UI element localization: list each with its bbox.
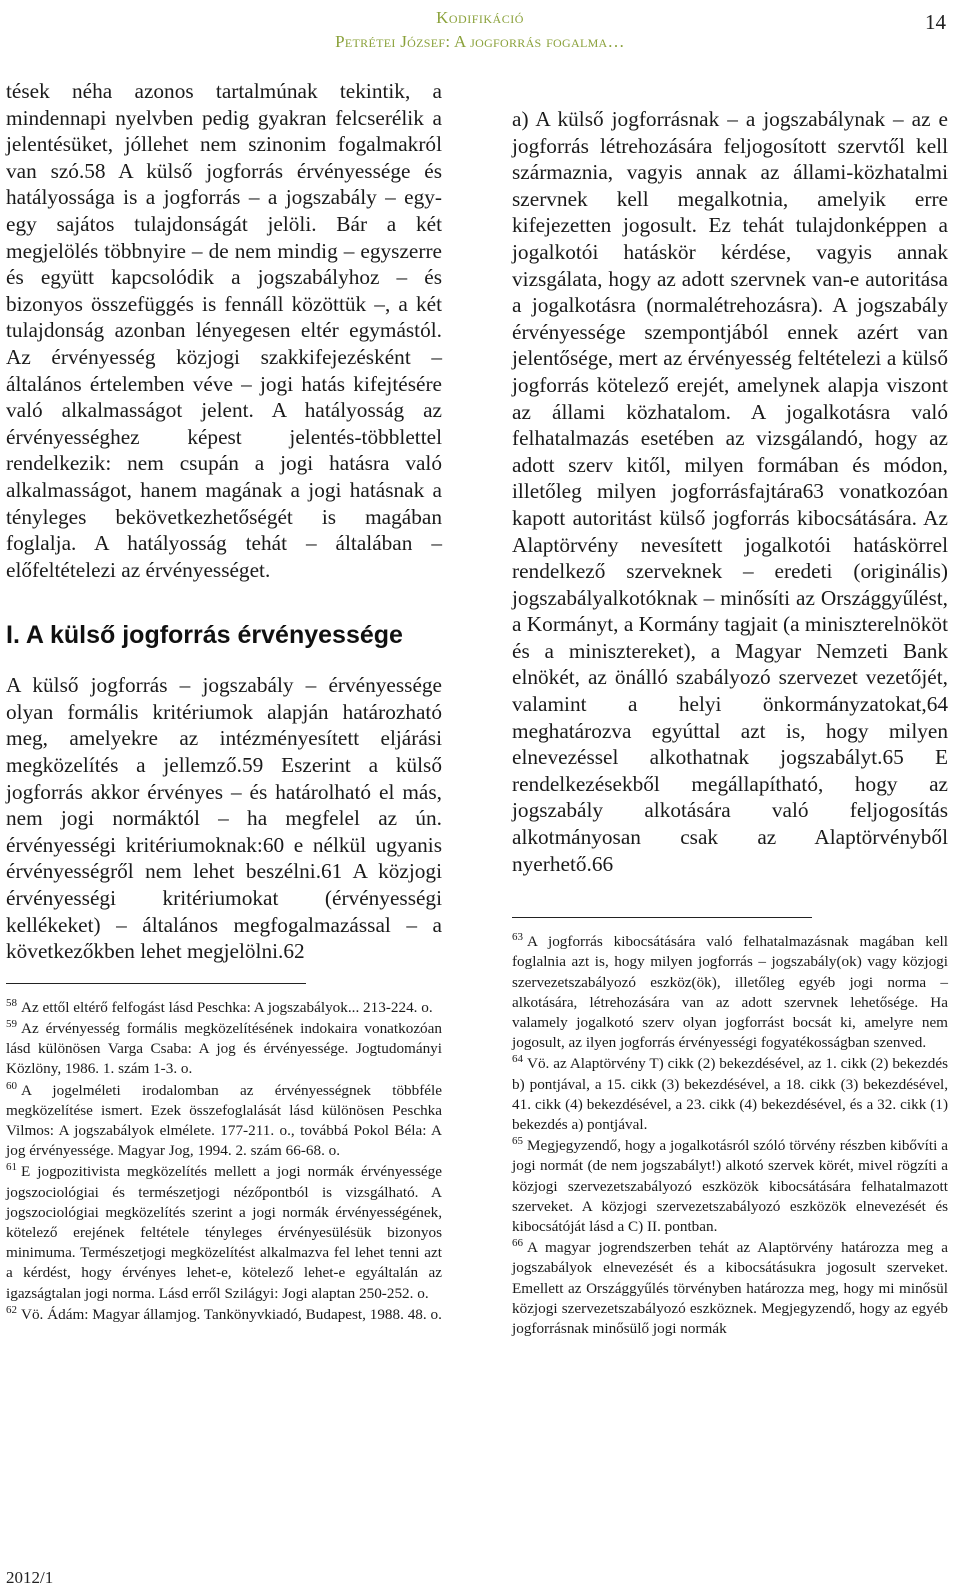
intro-paragraph: tések néha azonos tartalmúnak tekintik, a mindennapi nyelvben pedig gyakran felcserélik a jelentésüket, jóllehet nem szinonim fogalmakról van szó.58 A külső jogforrás érvényessége és hatályossága is a jogforrás – a jogszabály – egy-egy sajátos tulajdonságát jelöli. Bár a két megjelölés többnyire – de nem mindig – egyszerre és együtt kapcsolódik a jogszabályhoz – és bizonyos összefüggés is fennáll közöttük –, a két tulajdonság azonban lényegesen eltér egymástól. Az érvényesség közjogi szakkifejezésként – általános értelemben véve – jogi hatás kifejtésére való alkalmasságot jelent. A hatályosság az érvényességhez képest jelentés-többlettel rendelkezik: nem csupán a jogi hatásra való alkalmasságot, hanem magának a jogi hatásnak a tényleges bekövetkezhetőségét is magában foglalja. A hatályosság tehát – általában – előfeltételezi az érvényességet.: [6, 79, 442, 582]
footnote-number: 59: [6, 1017, 17, 1030]
footnote-text: A magyar jogrendszerben tehát az Alaptörvény határozza meg a jogszabályok elnevezését és a kibocsátásukra jogosult szerveket. Emellett az Országgyűlés törvényben határozza meg, hogy mi minősül közjogi szervezetszabályozó eszköznek. Megjegyzendő, hogy az egyéb jogforrásnak minősülő jogi normák: [512, 1239, 948, 1338]
footnote-number: 66: [512, 1237, 523, 1250]
left-column: [6, 78, 442, 1326]
footnote-number: 60: [6, 1079, 17, 1092]
footnote-divider: [6, 983, 306, 984]
section-paragraph: A külső jogforrás – jogszabály – érvényessége olyan formális kritériumok alapján határozható meg, amelyekre az intézményesített eljárási megközelítés a jellemző.59 Eszerint a külső jogforrás akkor érvényes – és határolható el más, nem jogi normáktól – ha megfelel az ún. érvényességi kritériumoknak:60 e nélkül ugyanis érvényességről nem lehet beszélni.61 A közjogi érvényességi kritériumokat (érvényességi kellékeket) – általános megfogalmazással – a következőkben lehet megjelölni.62: [6, 673, 442, 964]
section-heading: I. A külső jogforrás érvényessége: [6, 621, 403, 650]
page-header: [0, 4, 960, 54]
journal-title: Kodifikáció: [436, 8, 524, 27]
issue-footer: 2012/1: [6, 1568, 54, 1587]
footnote-number: 63: [512, 931, 523, 944]
footnote: [6, 998, 442, 1018]
footnote: [512, 1136, 948, 1237]
footnote-divider: [512, 917, 812, 918]
footnote-number: 58: [6, 996, 17, 1009]
footnote-number: 61: [6, 1161, 17, 1174]
footnote: [6, 1305, 442, 1325]
footnote-text: A jogelméleti irodalomban az érvényességnek többféle megközelítése ismert. Ezek összefoglalását lásd különösen Peschka Vilmos: A jogszabályok elmélete. 177-211. o., továbbá Pokol Béla: A jog érvényessége. Magyar Jog, 1994. 2. szám 66-68. o.: [6, 1081, 442, 1160]
page-number: 14: [925, 10, 946, 34]
footnote: [6, 1081, 442, 1162]
footnote: [512, 1238, 948, 1339]
footnote: [6, 1019, 442, 1080]
footnote-text: A jogforrás kibocsátására való felhatalmazásnak magában kell foglalnia azt is, hogy milyen jogforrás – jogszabály(ok) vagy közjogi szervezetszabályozó eszköz(ök), illetőleg egyéb jogi norma – alkotására, létrehozására van az adott szervnek lehetősége. Ha valamely jogalkotó szerv olyan jogforrást bocsát ki, amelyre nem jogosult, az ilyen jogforrás érvényességi fogyatékosságban szenved.: [512, 933, 948, 1052]
footnote: [512, 1054, 948, 1135]
footnote-text: Vö. Ádám: Magyar államjog. Tankönyvkiadó, Budapest, 1988. 48. o.: [21, 1305, 442, 1323]
footnote-number: 62: [6, 1303, 17, 1316]
footnote-text: Megjegyzendő, hogy a jogalkotásról szóló törvény részben kibővíti a jogi normát (de nem jogszabályt!) alkotó szervek körét, mivel rögzíti a közjogi szervezetszabályozó eszközök kibocsátására felhatalmazott szerveket. A közjogi szervezetszabályozó eszközök elnevezését és kibocsátóját lásd a C) II. pontban.: [512, 1137, 948, 1236]
right-paragraph: a) A külső jogforrásnak – a jogszabálynak – az e jogforrás létrehozására feljogosított szervtől kell származnia, vagyis annak az állami-közhatalmi szervnek kell megalkotnia, amelyik erre kifejezetten jogosult. Ez tehát tulajdonképpen a jogalkotói hatáskör kérdése, vagyis annak vizsgálata, hogy az adott szervnek van-e autoritása a jogalkotásra (normalétrehozásra). A jogszabály érvényessége szempontjából ennek azért van jelentősége, mert az érvényesség feltételezi a külső jogforrás kötelező erejét, amelynek alapja viszont az állami közhatalom. A jogalkotásra való felhatalmazás esetében az vizsgálandó, hogy az adott szerv kitől, milyen formában és módon, illetőleg milyen jogforrásfajtára63 vonatkozóan kapott autoritást külső jogforrás kibocsátására. Az Alaptörvény nevesített jogalkotói hatáskörrel rendelkező szerveknek – eredeti (originális) jogszabályalkotóknak – minősíti az Országgyűlést, a Kormányt, a Kormány tagjait (a miniszterelnököt és a minisztereket), a Magyar Nemzeti Bank elnökét, az önálló szabályozó szervezet vezetőjét, valamint a helyi önkormányzatokat,64 meghatározva egyúttal azt is, hogy milyen elnevezéssel alkothatnak jogszabályt.65 E rendelkezésekből megállapítható, hogy az jogszabály alkotására való feljogosítás alkotmányosan csak az Alaptörvényből nyerhető.66: [512, 107, 948, 876]
footnote-number: 65: [512, 1135, 523, 1148]
footnotes-right: [512, 932, 948, 1339]
footnote-text: Az ettől eltérő felfogást lásd Peschka: A jogszabályok... 213-224. o.: [21, 998, 433, 1016]
footnote: [512, 932, 948, 1053]
footnote-text: Az érvényesség formális megközelítésének indokaira vonatkozóan lásd különösen Varga Csaba: A jog és érvényessége. Jogtudományi Közlöny, 1986. 1. szám 1-3. o.: [6, 1020, 442, 1078]
footnote-text: E jogpozitivista megközelítés mellett a jogi normák érvényessége jogszociológiai és természetjogi nézőpontból is vizsgálható. A jogszociológiai megközelítés szerint a jogi normák érvényességének, kötelező erejének feltétele tényleges érvényesülésük bizonyos minimuma. Természetjogi megközelítést alkalmazva fel lehet tenni azt a kérdést, hogy érvényes lehet-e, kötelező lehet-e egyáltalán az igazságtalan jogi norma. Lásd erről Szilágyi: Jogi alaptan 250-252. o.: [6, 1163, 442, 1302]
footnote-text: Vö. az Alaptörvény T) cikk (2) bekezdésével, az 1. cikk (2) bekezdés b) pontjával, a 15. cikk (3) bekezdésével, a 18. cikk (3) bekezdésével, 41. cikk (4) bekezdésével, a 23. cikk (4) bekezdésével, és a 32. cikk (1) bekezdés a) pontjával.: [512, 1055, 948, 1134]
footnotes-left: [6, 998, 442, 1325]
right-column: [512, 106, 948, 1340]
footnote-number: 64: [512, 1053, 523, 1066]
footnote: [6, 1162, 442, 1303]
running-title: Petrétei József: A jogforrás fogalma…: [335, 32, 625, 51]
